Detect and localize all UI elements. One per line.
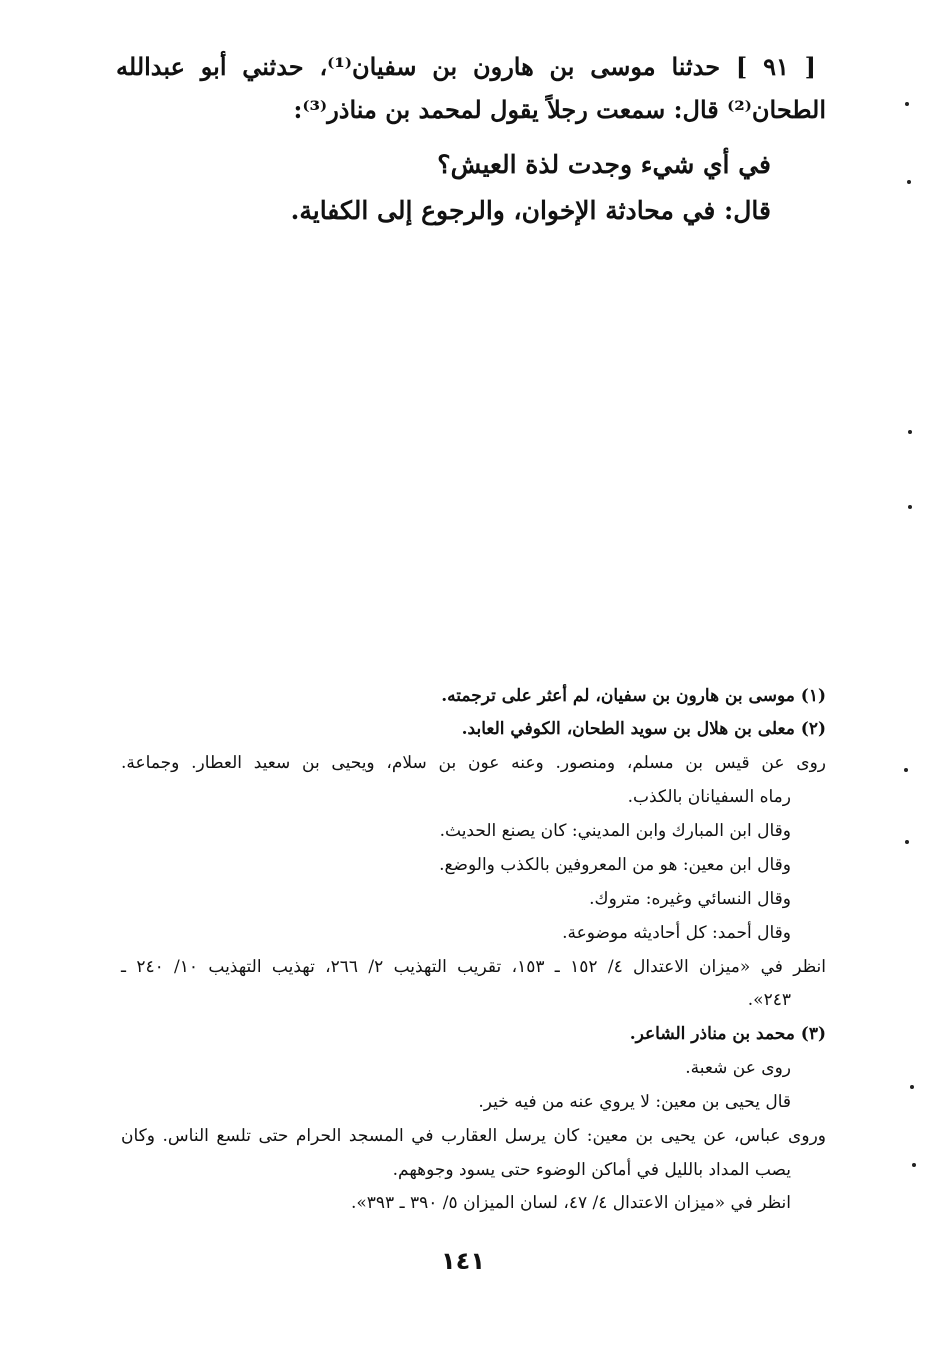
footnote-3-line-c1: وروى عباس، عن يحيى بن معين: كان يرسل العقارب في المسجد الحرام حتى تلسع الناس. وكان [121, 1126, 826, 1146]
footnote-2-line-e: وقال أحمد: كل أحاديثه موضوعة. [562, 923, 791, 943]
footnote-3: (٣) محمد بن مناذر الشاعر. [629, 1024, 826, 1044]
hadith-isnad-line-1: [ ٩١ ] حدثنا موسى بن هارون بن سفيان⁽¹⁾، حدثني أبو عبدالله [116, 52, 816, 81]
scan-speck [907, 180, 911, 184]
scan-speck [905, 102, 909, 106]
scan-speck [908, 505, 912, 509]
footnote-3-line-c2: يصب المداد بالليل في أماكن الوضوء حتى يسود وجوههم. [392, 1160, 791, 1180]
footnote-3-line-b: قال يحيى بن معين: لا يروي عنه من فيه خير. [478, 1092, 791, 1112]
footnote-2-line-a1: روى عن قيس بن مسلم، ومنصور. وعنه عون بن سلام، ويحيى بن سعيد العطار. وجماعة. [121, 753, 826, 773]
footnote-3-reference: انظر في «ميزان الاعتدال ٤/ ٤٧، لسان الميزان ٥/ ٣٩٠ ـ ٣٩٣». [350, 1193, 791, 1213]
scan-speck [910, 1085, 914, 1089]
scan-speck [905, 840, 909, 844]
footnote-2-line-d: وقال النسائي وغيره: متروك. [589, 889, 791, 909]
hadith-isnad-line-2: الطحان⁽²⁾ قال: سمعت رجلاً يقول لمحمد بن مناذر⁽³⁾: [293, 95, 826, 124]
scan-speck [912, 1163, 916, 1167]
scan-speck [908, 430, 912, 434]
scan-speck [904, 768, 908, 772]
footnote-2-line-a2: رماه السفيانان بالكذب. [627, 787, 791, 807]
hadith-answer: قال: في محادثة الإخوان، والرجوع إلى الكفاية. [290, 196, 771, 225]
hadith-question: في أي شيء وجدت لذة العيش؟ [437, 150, 771, 179]
footnote-3-line-a: روى عن شعبة. [685, 1058, 791, 1078]
footnote-2-reference-line-2: ٢٤٣». [747, 990, 791, 1010]
footnote-1: (١) موسى بن هارون بن سفيان، لم أعثر على ترجمته. [441, 686, 826, 706]
footnote-2-line-c: وقال ابن معين: هو من المعروفين بالكذب والوضع. [439, 855, 791, 875]
footnote-2: (٢) معلى بن هلال بن سويد الطحان، الكوفي العابد. [461, 719, 826, 739]
page-number: ١٤١ [441, 1247, 485, 1275]
footnote-2-reference-line-1: انظر في «ميزان الاعتدال ٤/ ١٥٢ ـ ١٥٣، تقريب التهذيب ٢/ ٢٦٦، تهذيب التهذيب ١٠/ ٢٤٠ ـ [121, 957, 826, 977]
footnote-2-line-b: وقال ابن المبارك وابن المديني: كان يصنع الحديث. [439, 821, 791, 841]
